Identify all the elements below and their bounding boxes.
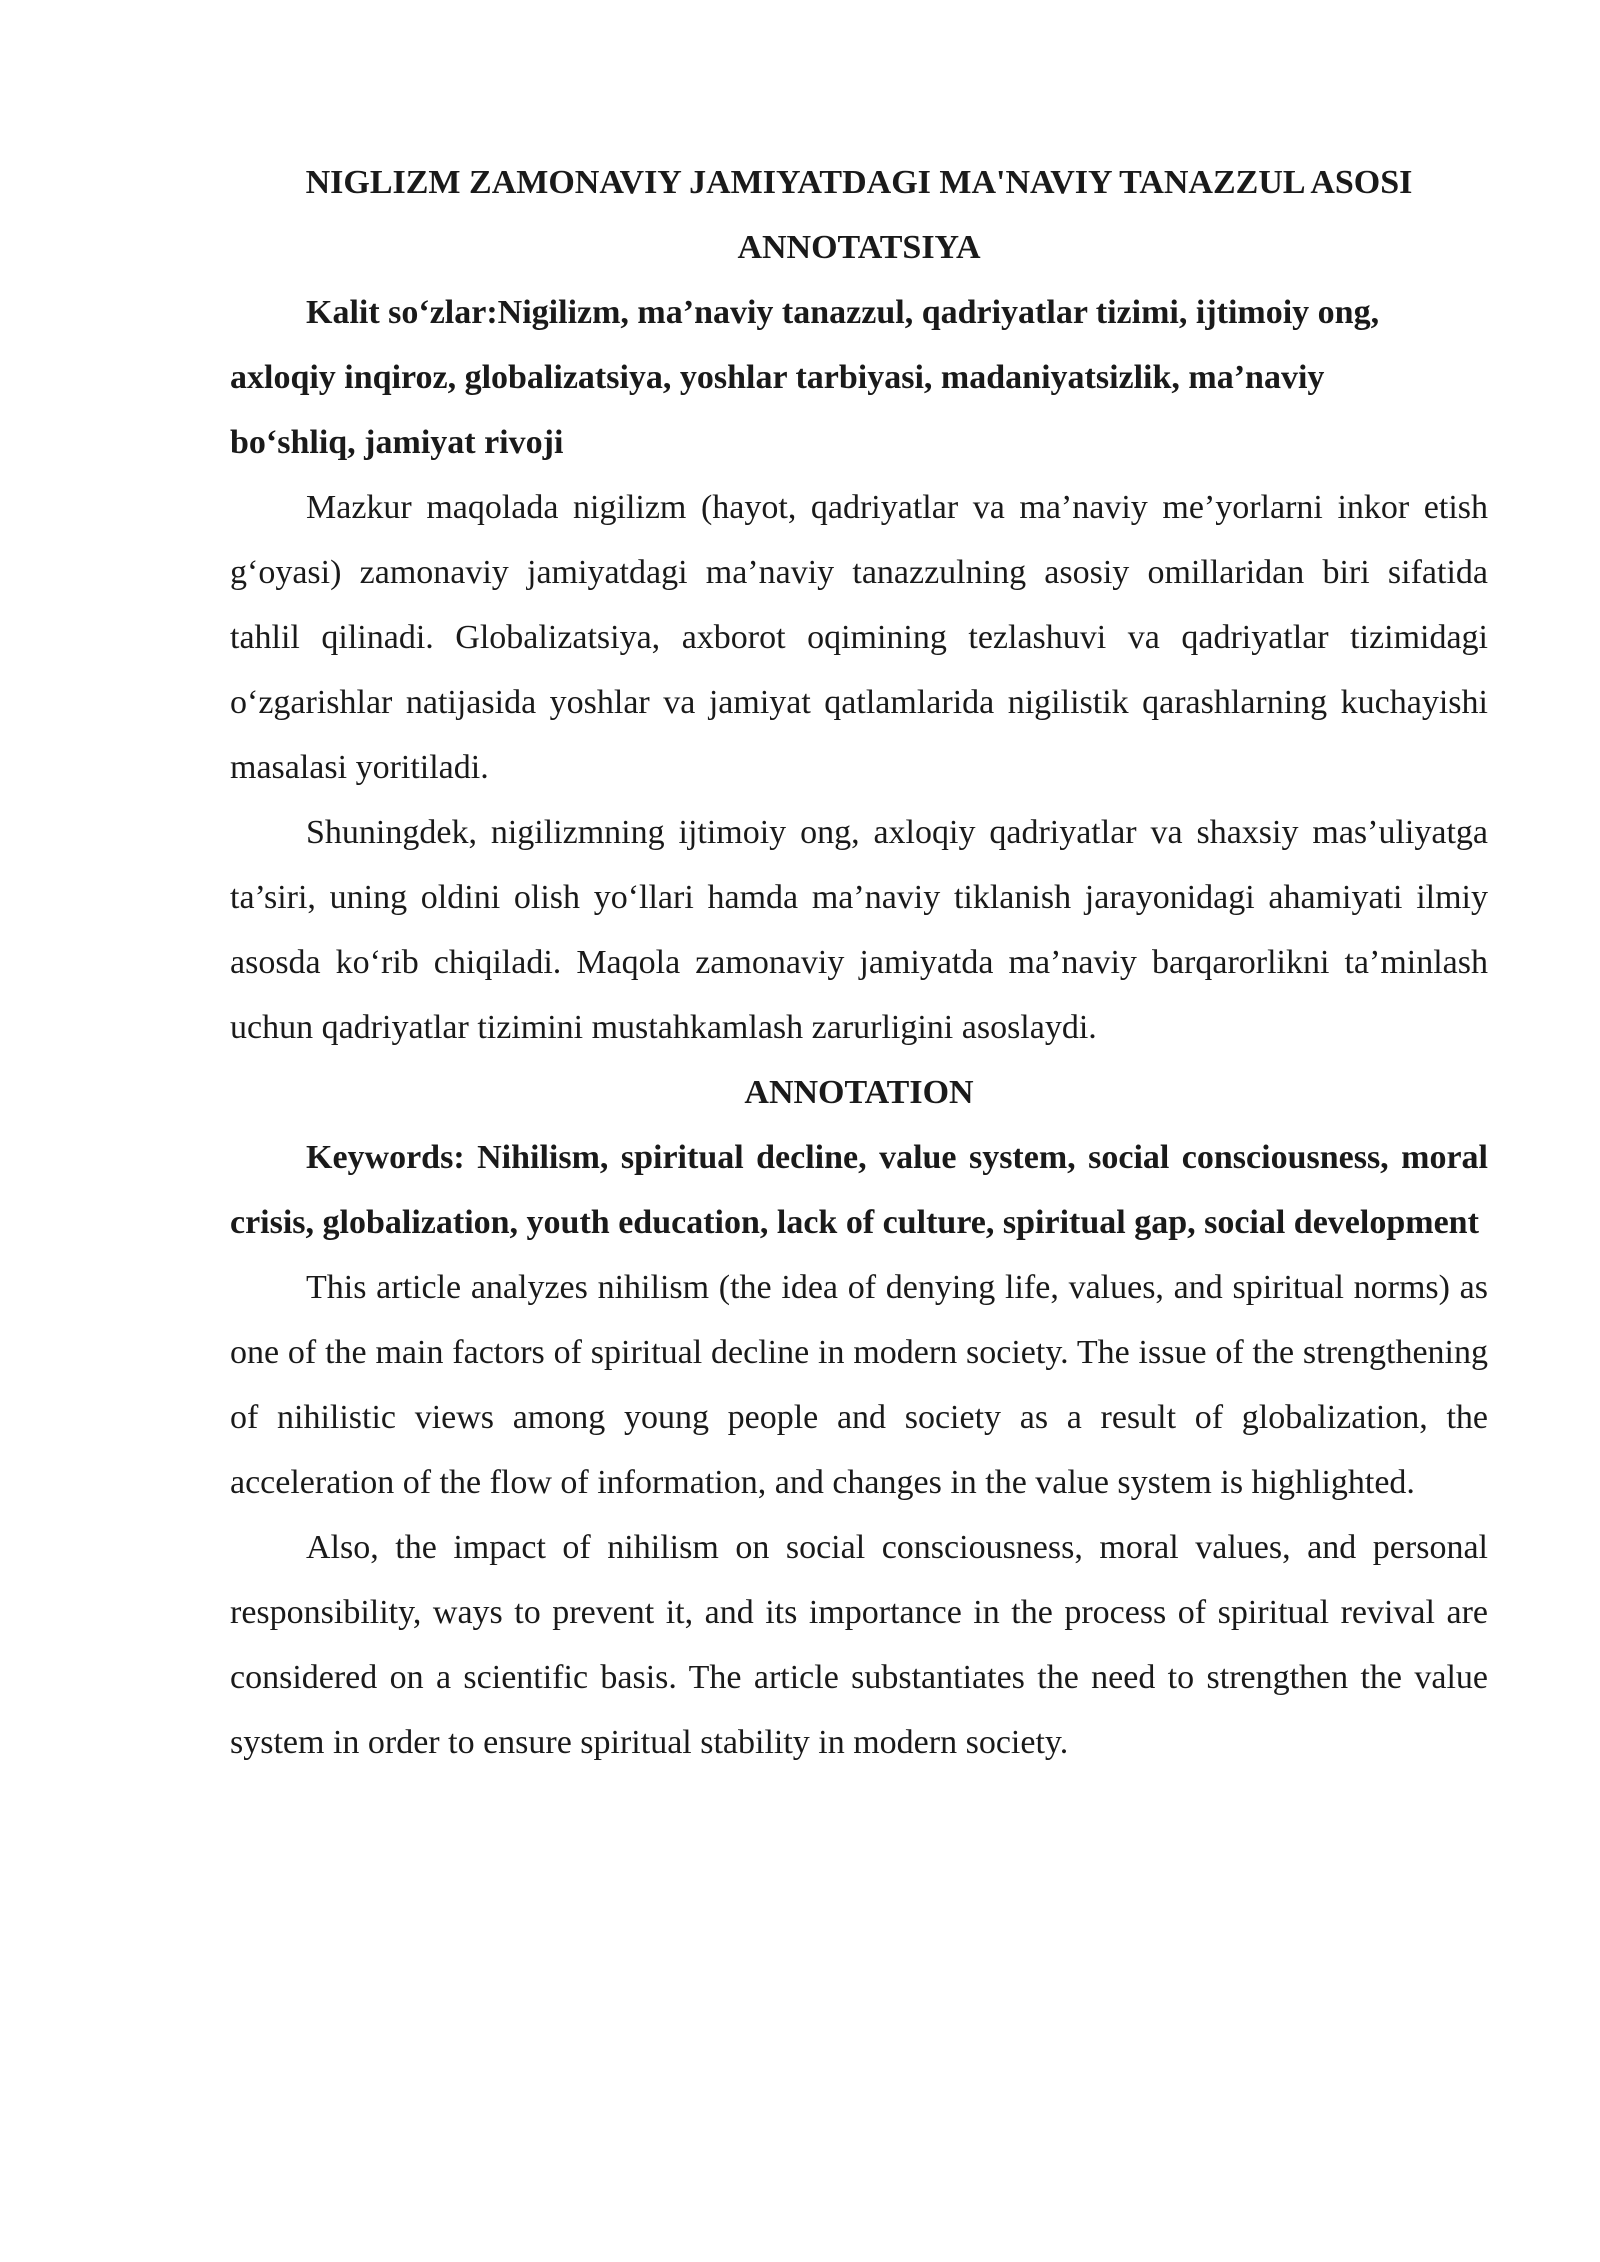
en-paragraph-2: Also, the impact of nihilism on social consciousness, moral values, and personal responsibility, ways to prevent it, and its importance in the process of spiritual revival are considered on a scientific basis. The article substantiates the need to strengthen the value system in order to ensure spiritual stability in modern society. [230, 1529, 1488, 1761]
uz-paragraph-2: Shuningdek, nigilizmning ijtimoiy ong, axloqiy qadriyatlar va shaxsiy mas’uliyatga ta’siri, uning oldini olish yo‘llari hamda ma’naviy tiklanish jarayonidagi ahamiyati ilmiy asosda ko‘rib chiqiladi. Maqola zamonaviy jamiyatda ma’naviy barqarorlikni ta’minlash uchun qadriyatlar tizimini mustahkamlash zarurligini asoslaydi. [230, 814, 1488, 1046]
uz-paragraph-1: Mazkur maqolada nigilizm (hayot, qadriyatlar va ma’naviy me’yorlarni inkor etish g‘oyasi) zamonaviy jamiyatdagi ma’naviy tanazzulning asosiy omillaridan biri sifatida tahlil qilinadi. Globalizatsiya, axborot oqimining tezlashuvi va qadriyatlar tizimidagi o‘zgarishlar natijasida yoshlar va jamiyat qatlamlarida nigilistik qarashlarning kuchayishi masalasi yoritiladi. [230, 489, 1488, 786]
uz-keywords [230, 280, 1380, 475]
en-keywords-list: Nihilism, spiritual decline, value system, social consciousness, moral crisis, globalization, youth education, lack of culture, spiritual gap, social development [230, 1139, 1488, 1241]
en-keywords [230, 1125, 1488, 1255]
uz-keywords-list: Nigilizm, ma’naviy tanazzul, qadriyatlar tizimi, ijtimoiy ong, axloqiy inqiroz, globalizatsiya, yoshlar tarbiyasi, madaniyatsizlik, ma’naviy bo‘shliq, jamiyat rivoji [230, 294, 1380, 461]
uz-annotation-heading: ANNOTATSIYA [737, 229, 981, 266]
en-paragraph-1: This article analyzes nihilism (the idea of denying life, values, and spiritual norms) as one of the main factors of spiritual decline in modern society. The issue of the strengthening of nihilistic views among young people and society as a result of globalization, the acceleration of the flow of information, and changes in the value system is highlighted. [230, 1269, 1488, 1501]
uz-keywords-label: Kalit so‘zlar: [306, 294, 498, 331]
en-keywords-label: Keywords: [306, 1139, 478, 1176]
document-page [230, 150, 1488, 1775]
paper-title: NIGLIZM ZAMONAVIY JAMIYATDAGI MA'NAVIY TANAZZUL ASOSI [305, 164, 1413, 201]
en-annotation-heading: ANNOTATION [744, 1074, 974, 1111]
